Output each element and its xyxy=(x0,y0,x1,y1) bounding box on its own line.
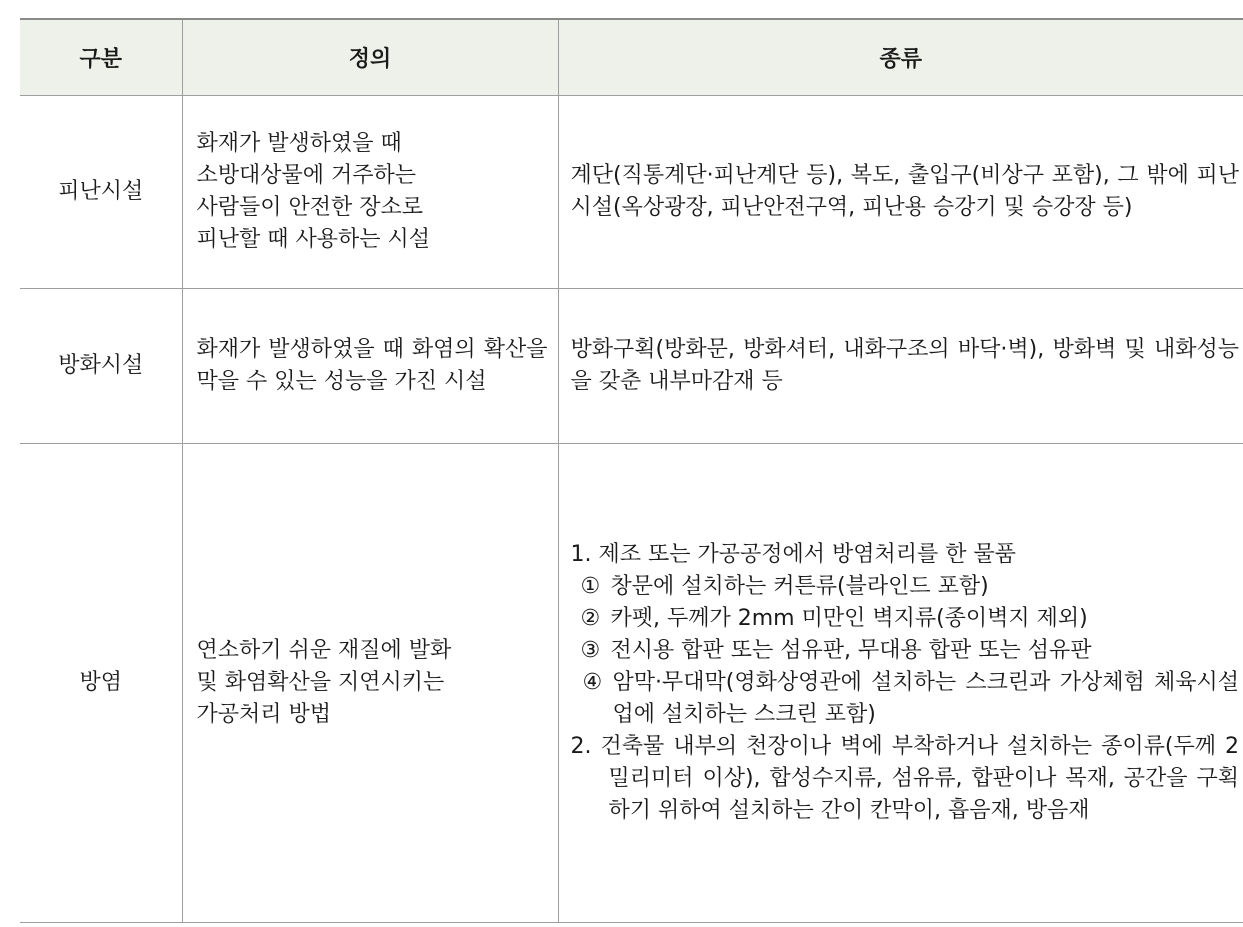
circled-number-marker: ④ xyxy=(582,670,603,695)
header-definition: 정의 xyxy=(182,19,558,96)
definition-line: 가공처리 방법 xyxy=(196,702,332,727)
header-category: 구분 xyxy=(20,19,182,96)
list-item xyxy=(571,635,1240,667)
category-cell: 방염 xyxy=(20,444,182,923)
list-item-text: 카펫, 두께가 2mm 미만인 벽지류(종이벽지 제외) xyxy=(610,606,1088,631)
header-row xyxy=(20,19,1243,96)
list-item xyxy=(571,571,1240,603)
circled-number-marker: ② xyxy=(580,606,601,631)
list-item xyxy=(571,603,1240,635)
list-item: 1. 제조 또는 가공공정에서 방염처리를 한 물품 xyxy=(570,542,1016,567)
category-cell: 피난시설 xyxy=(20,96,182,289)
table-row-evacuation xyxy=(20,96,1243,289)
list-item xyxy=(571,667,1240,731)
category-cell: 방화시설 xyxy=(20,289,182,444)
definition-cell: 화재가 발생하였을 때 화염의 확산을 막을 수 있는 성능을 가진 시설 xyxy=(182,289,558,444)
list-item-text: 암막·무대막(영화상영관에 설치하는 스크린과 가상체험 체육시설업에 설치하는 스크린 포함) xyxy=(612,670,1239,727)
fire-facility-table xyxy=(20,18,1243,923)
definition-cell xyxy=(182,96,558,289)
table-row-fireproof xyxy=(20,289,1243,444)
definition-line: 소방대상물에 거주하는 xyxy=(196,163,417,188)
list-item: 2. 건축물 내부의 천장이나 벽에 부착하거나 설치하는 종이류(두께 2밀리미터 이상), 합성수지류, 섬유류, 합판이나 목재, 공간을 구획하기 위하여 설치하는 간이 칸막이, 흡음재, 방음재 xyxy=(570,734,1239,823)
types-cell xyxy=(558,444,1243,923)
table-row-flame-retardant xyxy=(20,444,1243,923)
definition-line: 및 화염확산을 지연시키는 xyxy=(196,670,445,695)
circled-number-marker: ③ xyxy=(580,638,601,663)
types-cell: 계단(직통계단·피난계단 등), 복도, 출입구(비상구 포함), 그 밖에 피난 시설(옥상광장, 피난안전구역, 피난용 승강기 및 승강장 등) xyxy=(558,96,1243,289)
list-item-text: 전시용 합판 또는 섬유판, 무대용 합판 또는 섬유판 xyxy=(610,638,1092,663)
definition-line: 화재가 발생하였을 때 xyxy=(196,131,402,156)
definition-cell xyxy=(182,444,558,923)
types-cell: 방화구획(방화문, 방화셔터, 내화구조의 바닥·벽), 방화벽 및 내화성능을 갖춘 내부마감재 등 xyxy=(558,289,1243,444)
definition-line: 연소하기 쉬운 재질에 발화 xyxy=(196,638,452,663)
circled-number-marker: ① xyxy=(580,574,601,599)
header-types: 종류 xyxy=(558,19,1243,96)
list-item-text: 창문에 설치하는 커튼류(블라인드 포함) xyxy=(610,574,989,599)
definition-line: 사람들이 안전한 장소로 xyxy=(196,195,424,220)
definition-line: 피난할 때 사용하는 시설 xyxy=(196,227,431,252)
